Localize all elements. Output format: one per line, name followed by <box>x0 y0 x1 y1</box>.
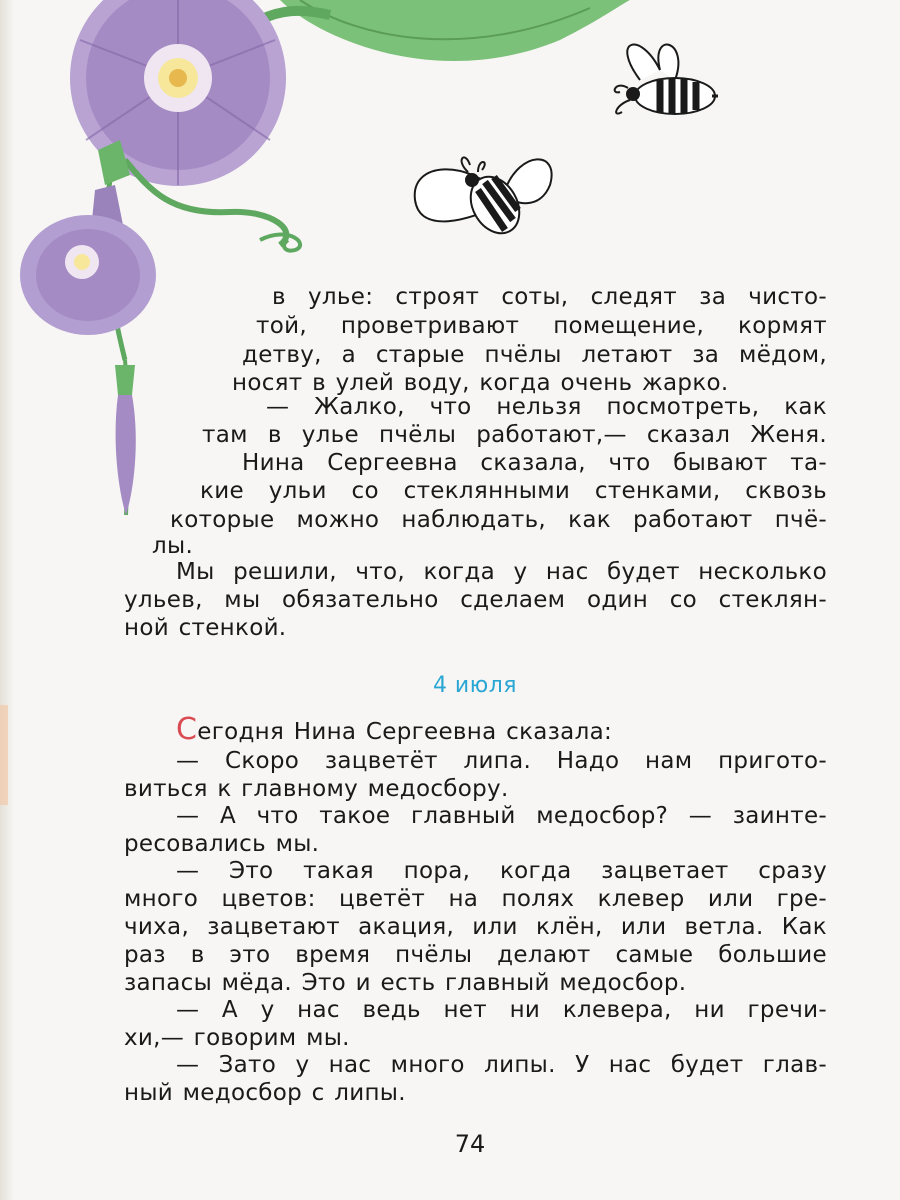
text-line: Нина Сергеевна сказала, что бывают та- <box>242 450 827 476</box>
page-edge-mark <box>0 705 8 805</box>
text-line: чиха, зацветают акация, или клён, или ветла. Как <box>124 914 827 940</box>
text-line: — А у нас ведь нет ни клевера, ни гречи- <box>176 997 827 1023</box>
text-line: — Жалко, что нельзя посмотреть, как <box>266 394 827 420</box>
text-line: ной стенкой. <box>124 615 287 641</box>
text-line: раз в это время пчёлы делают самые большие <box>124 942 827 968</box>
page-number: 74 <box>454 1130 486 1158</box>
text-line: ресовались мы. <box>124 831 320 857</box>
morning-glory-icon-small <box>20 185 156 335</box>
text-line: там в улье пчёлы работают,— сказал Женя. <box>202 422 827 448</box>
text-line: в улье: строят соты, следят за чисто- <box>272 284 827 310</box>
date-heading: 4 июля <box>432 673 518 698</box>
text-line: — Скоро зацветёт липа. Надо нам пригото- <box>176 748 827 774</box>
text-line: — А что такое главный медосбор? — заинте- <box>176 803 827 829</box>
first-line-text: егодня Нина Сергеевна сказала: <box>197 719 613 745</box>
bee-icon <box>415 157 552 242</box>
text-line: много цветов: цветёт на полях клевер или гре- <box>124 886 827 912</box>
text-line: запасы мёда. Это и есть главный медосбор. <box>124 970 687 996</box>
text-line: той, проветривают помещение, кормят <box>256 313 827 339</box>
text-line: ный медосбор с липы. <box>124 1080 406 1106</box>
text-line: лы. <box>152 533 194 559</box>
text-line: хи,— говорим мы. <box>124 1025 350 1051</box>
text-line: которые можно наблюдать, как работают пчё- <box>170 507 827 533</box>
text-line: — Это такая пора, когда зацветает сразу <box>176 858 827 884</box>
text-line: ульев, мы обязательно сделаем один со стеклян- <box>124 587 827 613</box>
text-line: Мы решили, что, когда у нас будет несколько <box>176 559 827 585</box>
bee-icon <box>615 45 718 114</box>
text-line: детву, а старые пчёлы летают за мёдом, <box>242 342 827 368</box>
text-line: носят в улей воду, когда очень жарко. <box>232 370 729 396</box>
text-line-first <box>176 712 613 747</box>
drop-cap: С <box>176 712 198 747</box>
text-line: виться к главному медосбору. <box>124 776 509 802</box>
text-line: кие ульи со стеклянными стенками, сквозь <box>200 478 827 504</box>
text-line: — Зато у нас много липы. У нас будет глав- <box>176 1052 827 1078</box>
